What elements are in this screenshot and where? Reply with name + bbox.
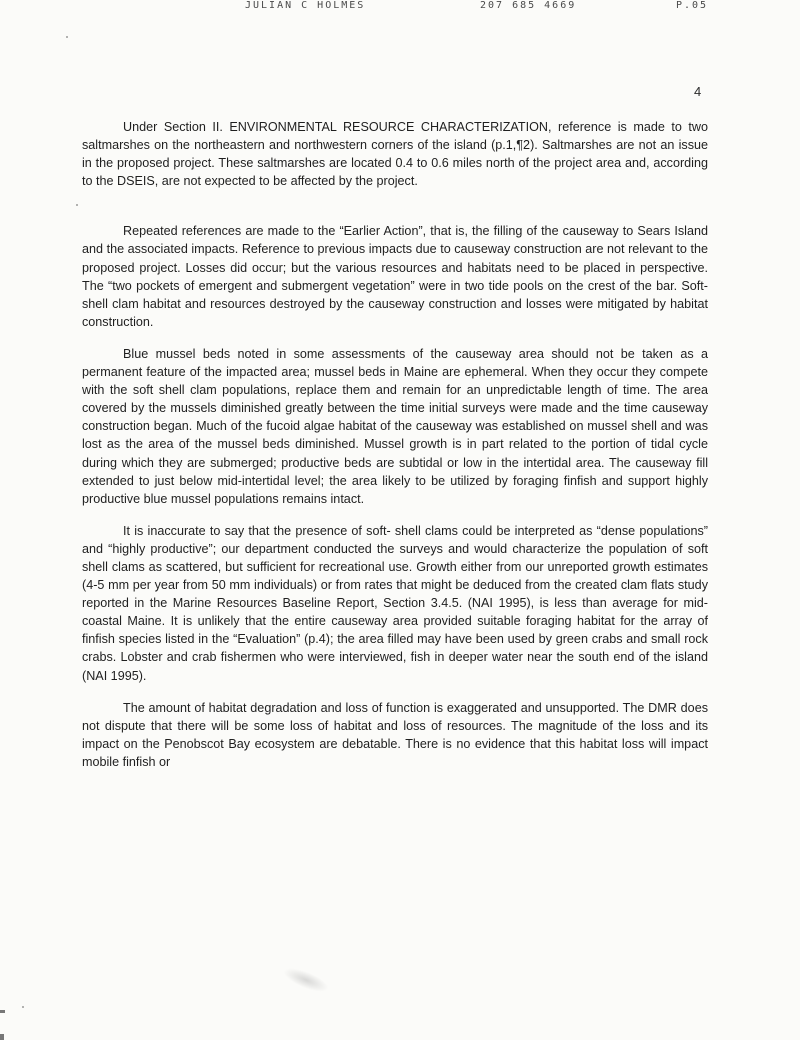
fax-page-indicator: P.05 xyxy=(676,0,709,11)
paragraph-saltmarshes: Under Section II. ENVIRONMENTAL RESOURCE CHARACTERIZATION, reference is made to two saltmarshes on the northeastern and northwestern corners of the island (p.1,¶2). Saltmarshes are not an issue in the proposed project. These saltmarshes are located 0.4 to 0.6 miles north of the project area and, according to the DSEIS, are not expected to be affected by the project. xyxy=(82,120,708,189)
scan-smudge xyxy=(281,964,331,997)
paragraph-habitat-degradation: The amount of habitat degradation and loss of function is exaggerated and unsupported. The DMR does not dispute that there will be some loss of habitat and loss of resources. The magnitude of the loss and its impact on the Penobscot Bay ecosystem are debatable. There is no evidence that this habitat loss will impact mobile finfish or xyxy=(82,700,708,769)
scan-dust xyxy=(76,204,78,206)
paragraph-earlier-action: Repeated references are made to the “Earlier Action”, that is, the filling of the causeway to Sears Island and the associated impacts. Reference to previous impacts due to causeway construction are not relevant to the proposed project. Losses did occur; but the various resources and habitats need to be placed in perspective. The “two pockets of emergent and submergent vegetation” were in two tide pools on the crest of the bar. Soft-shell clam habitat and resources destroyed by the causeway construction and losses were mitigated by habitat construction. xyxy=(82,224,708,329)
fax-transmission-header xyxy=(0,0,800,14)
scan-speck xyxy=(0,1034,4,1040)
paragraph-soft-shell-clams: It is inaccurate to say that the presence of soft- shell clams could be interpreted as “dense populations” and “highly productive”; our department conducted the surveys and would characterize the population of soft shell clams as scattered, but sufficient for recreational use. Growth either from our unreported growth estimates (4-5 mm per year from 50 mm individuals) or from rates that might be deduced from the created clam flats study reported in the Marine Resources Baseline Report, Section 3.4.5. (NAI 1995), is less than average for mid-coastal Maine. It is unlikely that the entire causeway area provided suitable foraging habitat for the array of finfish species listed in the “Evaluation” (p.4); the area filled may have been used by green crabs and small rock crabs. Lobster and crab fishermen who were interviewed, fish in deeper water near the south end of the island (NAI 1995). xyxy=(82,523,708,683)
page-number: 4 xyxy=(694,84,702,99)
scan-dust xyxy=(66,36,68,38)
document-body xyxy=(82,118,708,771)
paragraph-blue-mussel-beds: Blue mussel beds noted in some assessments of the causeway area should not be taken as a permanent feature of the impacted area; mussel beds in Maine are ephemeral. When they occur they compete with the soft shell clam populations, replace them and remain for an unpredictable length of time. The area covered by the mussels diminished greatly between the time initial surveys were made and the time causeway construction began. Much of the fucoid algae habitat of the causeway was established on mussel shell and was lost as the area of the mussel beds diminished. Mussel growth is in part related to the portion of tidal cycle during which they are submerged; productive beds are subtidal or low in the intertidal area. The causeway fill extended to just below mid-intertidal level; the area likely to be utilized by foraging finfish and support highly productive blue mussel populations remains intact. xyxy=(82,346,708,506)
fax-phone-number: 207 685 4669 xyxy=(480,0,577,11)
fax-sender-name: JULIAN C HOLMES xyxy=(245,0,366,11)
scan-speck xyxy=(0,1010,5,1013)
scan-dust xyxy=(22,1006,24,1008)
